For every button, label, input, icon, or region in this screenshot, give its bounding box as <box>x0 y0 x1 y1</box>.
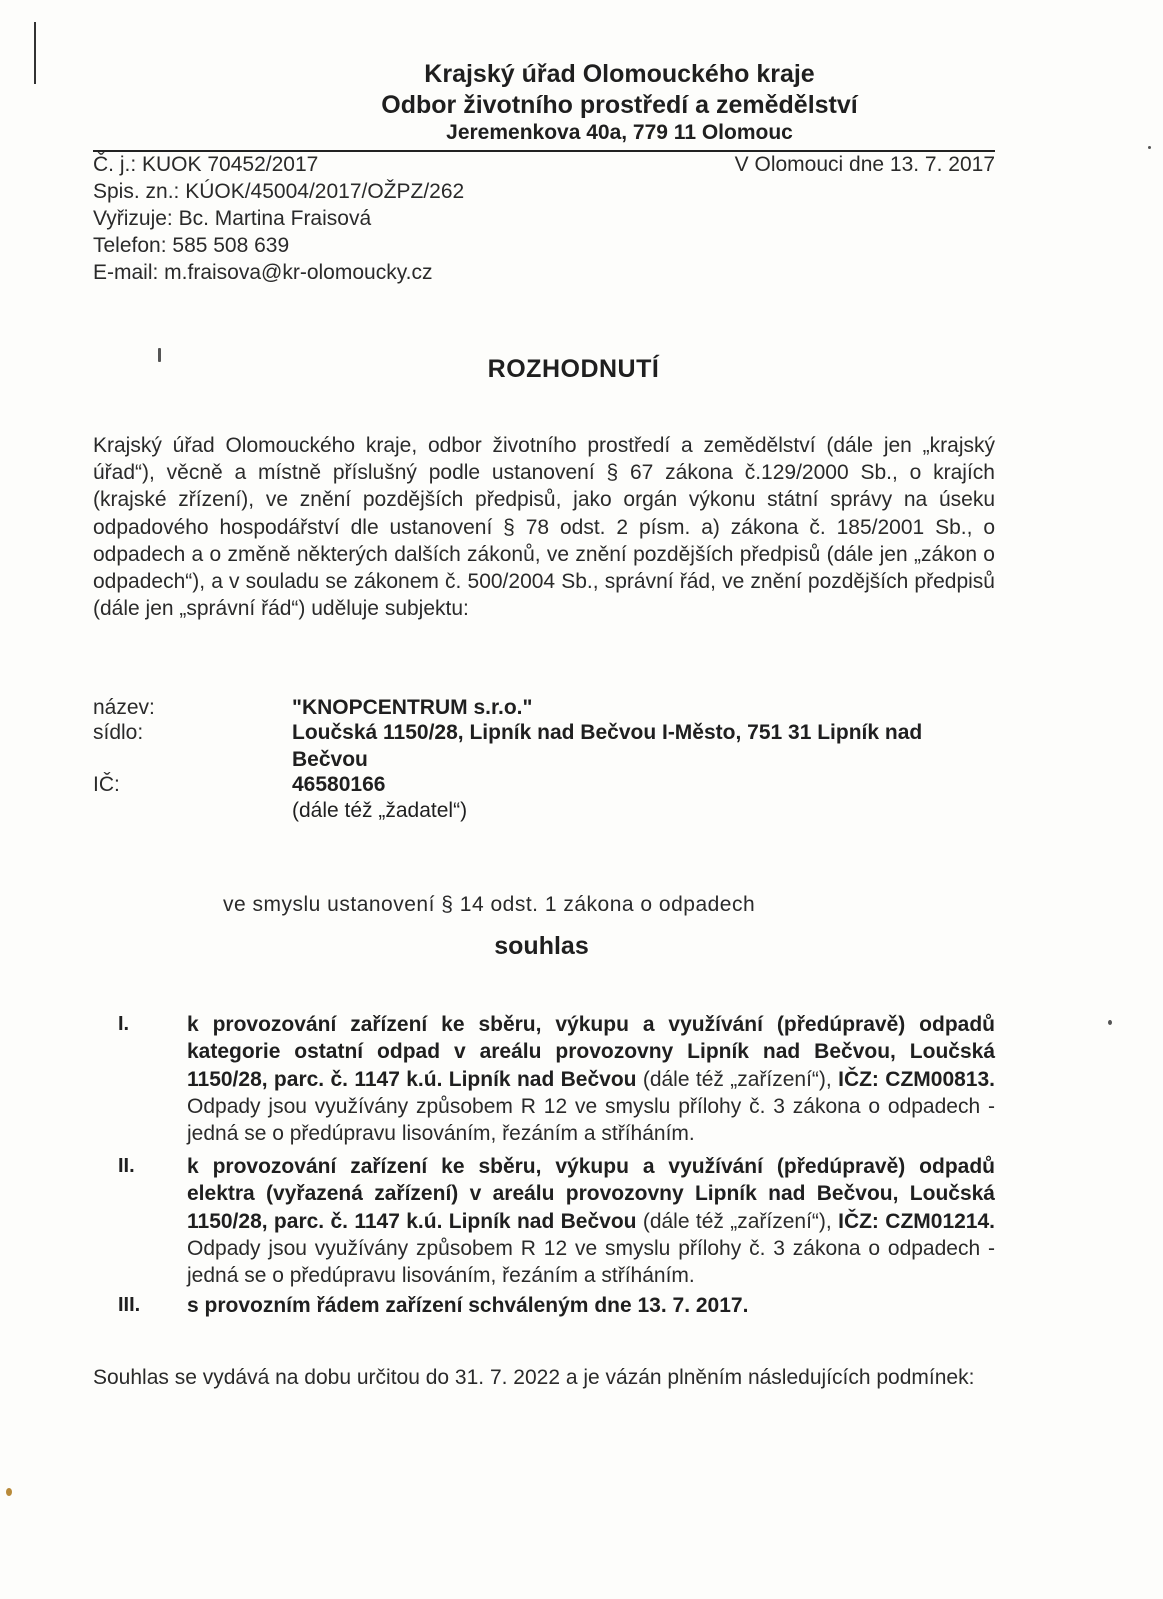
seat-value: Loučská 1150/28, Lipník nad Bečvou I-Město, 751 31 Lipník nad Bečvou <box>292 721 923 771</box>
ic-value: 46580166 <box>292 773 386 796</box>
scan-speck <box>1108 1020 1112 1025</box>
document-title: ROZHODNUTÍ <box>487 355 660 383</box>
reference-number: Č. j.: KUOK 70452/2017 <box>93 153 319 176</box>
item-number: I. <box>118 1013 130 1035</box>
item-number: II. <box>118 1155 135 1177</box>
scan-speck <box>6 1488 12 1496</box>
department-name: Odbor životního prostředí a zemědělství <box>381 91 858 119</box>
item-number: III. <box>118 1294 141 1316</box>
validity-paragraph: Souhlas se vydává na dobu určitou do 31. 7. 2022 a je vázán plněním následujících podmínek: <box>93 1366 975 1389</box>
authority-address: Jeremenkova 40a, 779 11 Olomouc <box>446 121 793 144</box>
email: E-mail: m.fraisova@kr-olomoucky.cz <box>93 261 433 284</box>
consent-item: k provozování zařízení ke sběru, výkupu a využívání (předúpravě) odpadů elektra (vyřazená zařízení) v areálu provozovny Lipník nad Bečvou, Loučská 1150/28, parc. č. 1147 k.ú. Lipník nad Bečvou (dále též „zařízení“), IČZ: CZM01214. Odpady jsou využívány způsobem R 12 ve smyslu přílohy č. 3 zákona o odpadech - jedná se o předúpravu lisováním, řezáním a stříháním. <box>187 1155 995 1288</box>
consent-heading: souhlas <box>494 932 589 960</box>
ic-label: IČ: <box>93 773 120 796</box>
handled-by: Vyřizuje: Bc. Martina Fraisová <box>93 207 372 230</box>
phone: Telefon: 585 508 639 <box>93 234 290 257</box>
name-label: název: <box>93 696 155 719</box>
authority-name: Krajský úřad Olomouckého kraje <box>424 60 815 88</box>
consent-item: s provozním řádem zařízení schváleným dne 13. 7. 2017. <box>187 1294 749 1317</box>
legal-basis: ve smyslu ustanovení § 14 odst. 1 zákona o odpadech <box>223 893 756 916</box>
applicant-note: (dále též „žadatel“) <box>292 799 468 822</box>
file-number: Spis. zn.: KÚOK/45004/2017/OŽPZ/262 <box>93 180 465 203</box>
name-value: "KNOPCENTRUM s.r.o." <box>292 696 533 719</box>
consent-item: k provozování zařízení ke sběru, výkupu a využívání (předúpravě) odpadů kategorie ostatní odpad v areálu provozovny Lipník nad Bečvou, Loučská 1150/28, parc. č. 1147 k.ú. Lipník nad Bečvou (dále též „zařízení“), IČZ: CZM00813. Odpady jsou využívány způsobem R 12 ve smyslu přílohy č. 3 zákona o odpadech - jedná se o předúpravu lisováním, řezáním a stříháním. <box>187 1013 995 1146</box>
scan-speck <box>1148 146 1151 149</box>
seat-label: sídlo: <box>93 721 144 744</box>
intro-paragraph: Krajský úřad Olomouckého kraje, odbor životního prostředí a zemědělství (dále jen „krajský úřad“), věcně a místně příslušný podle ustanovení § 67 zákona č.129/2000 Sb., o krajích (krajské zřízení), ve znění pozdějších předpisů, jako orgán výkonu státní správy na úseku odpadového hospodářství dle ustanovení § 78 odst. 2 písm. a) zákona č. 185/2001 Sb., o odpadech a o změně některých dalších zákonů, ve znění pozdějších předpisů (dále jen „zákon o odpadech“), a v souladu se zákonem č. 500/2004 Sb., správní řád, ve znění pozdějších předpisů (dále jen „správní řád“) uděluje subjektu: <box>93 434 995 621</box>
issue-date: V Olomouci dne 13. 7. 2017 <box>734 153 995 176</box>
